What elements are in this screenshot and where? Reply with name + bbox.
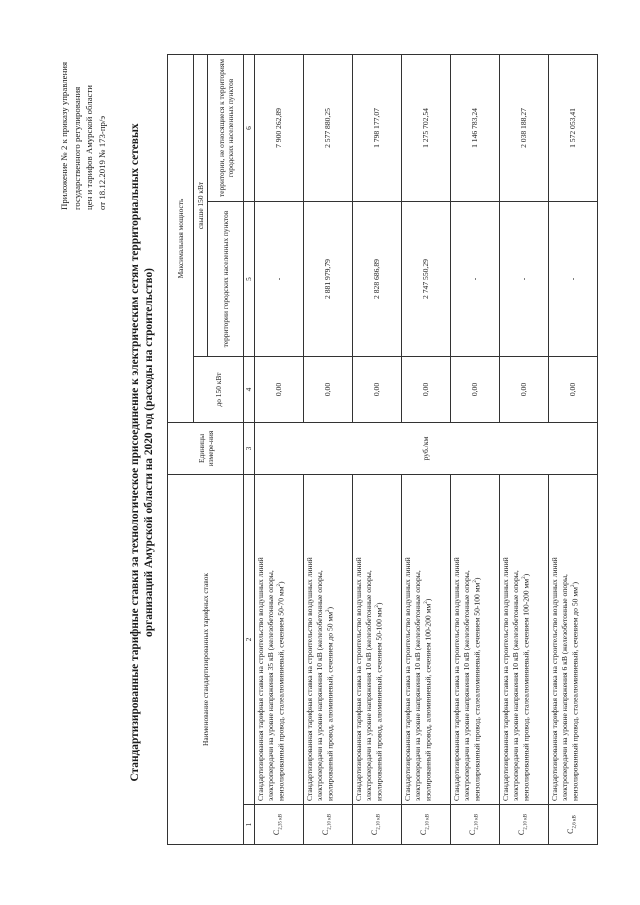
rate-code: $C_{2,10 кВ}$ xyxy=(304,805,353,845)
rate-code: $C_{2,10 кВ}$ xyxy=(353,805,402,845)
header-nonurban: территории, не относящиеся к территориям городских населенных пунктов xyxy=(208,54,244,201)
value-nonurban: 1 275 702,54 xyxy=(402,54,451,201)
rate-description: Стандартизированная тарифная ставка на строительство воздушных линий электропередачи на уровне напряжения 10 кВ (железобетонные опоры, изолированный провод, алюминиевый, сечением до 50 $мм^2$) xyxy=(304,475,353,805)
value-nonurban: 1 798 177,07 xyxy=(353,54,402,201)
header-unit: Единицы измере-ния xyxy=(168,423,244,475)
value-nonurban: 2 038 188,27 xyxy=(500,54,549,201)
value-urban: - xyxy=(451,202,500,357)
column-number: 4 xyxy=(244,357,255,423)
value-upto-150: 0,00 xyxy=(304,357,353,423)
header-max-power: Максимальная мощность xyxy=(168,54,194,422)
rate-description: Стандартизированная тарифная ставка на строительство воздушных линий электропередачи на уровне напряжения 10 кВ (железобетонные опоры, неизолированный провод, сталеалюминиевый, сечением 100-200 $мм^2$) xyxy=(500,475,549,805)
approval-line: государственного регулирования xyxy=(71,86,82,210)
rate-description: Стандартизированная тарифная ставка на строительство воздушных линий электропередачи на уровне напряжения 10 кВ (железобетонные опоры, изолированный провод, алюминиевый, сечением 100-200 $мм^2$) xyxy=(402,475,451,805)
value-urban: 2 881 979,79 xyxy=(304,202,353,357)
unit-cell: руб./км xyxy=(255,423,598,475)
rate-code: $C_{2,10 кВ}$ xyxy=(451,805,500,845)
value-upto-150: 0,00 xyxy=(255,357,304,423)
value-urban: 2 747 550,29 xyxy=(402,202,451,357)
rate-code: $C_{2,10 кВ}$ xyxy=(500,805,549,845)
value-nonurban: 7 900 262,89 xyxy=(255,54,304,201)
value-urban: - xyxy=(500,202,549,357)
rate-description: Стандартизированная тарифная ставка на строительство воздушных линий электропередачи на уровне напряжения 10 кВ (железобетонные опоры, изолированный провод, алюминиевый, сечением 50-100 $мм^2$) xyxy=(353,475,402,805)
approval-note xyxy=(58,10,108,210)
header-urban: территории городских населенных пунктов xyxy=(208,202,244,357)
value-upto-150: 0,00 xyxy=(549,357,598,423)
value-urban: - xyxy=(549,202,598,357)
value-nonurban: 1 146 783,24 xyxy=(451,54,500,201)
column-number: 1 xyxy=(244,805,255,845)
column-number: 2 xyxy=(244,475,255,805)
header-upto-150: до 150 кВт xyxy=(194,357,244,423)
value-upto-150: 0,00 xyxy=(500,357,549,423)
header-over-150: свыше 150 кВт xyxy=(194,54,208,356)
rate-description: Стандартизированная тарифная ставка на строительство воздушных линий электропередачи на уровне напряжения 6 кВ (железобетонные опоры, неизолированный провод, сталеалюминиевый, сечением до 50 $мм^2$) xyxy=(549,475,598,805)
title-line: организаций Амурской области на 2020 год (расходы на строительство) xyxy=(143,268,155,637)
rate-code: $C_{2,6 кВ}$ xyxy=(549,805,598,845)
value-nonurban: 1 572 053,41 xyxy=(549,54,598,201)
rate-description: Стандартизированная тарифная ставка на строительство воздушных линий электропередачи на уровне напряжения 10 кВ (железобетонные опоры, неизолированный провод, сталеалюминиевый, сечением 50-100 $мм^2$) xyxy=(451,475,500,805)
title-line: Стандартизированные тарифные ставки за технологическое присоединение к электрическим сетям территориальных сетевых xyxy=(129,123,141,782)
value-urban: 2 828 686,89 xyxy=(353,202,402,357)
approval-line: от 18.12.2019 № 173-пр/э xyxy=(96,115,107,210)
tariff-table xyxy=(167,54,598,845)
document-title xyxy=(128,60,156,845)
approval-line: Приложение № 2 к приказу управления xyxy=(59,61,69,210)
value-upto-150: 0,00 xyxy=(451,357,500,423)
rate-description: Стандартизированная тарифная ставка на строительство воздушных линий электропередачи на уровне напряжения 35 кВ (железобетонные опоры, неизолированный провод, сталеалюминиевый, сечением 50-70 $мм^2$) xyxy=(255,475,304,805)
column-number: 6 xyxy=(244,54,255,201)
column-number: 5 xyxy=(244,202,255,357)
rate-code: $C_{2,10 кВ}$ xyxy=(402,805,451,845)
value-nonurban: 2 577 880,25 xyxy=(304,54,353,201)
header-name: Наименование стандартизированных тарифных ставок xyxy=(168,475,244,845)
table-row xyxy=(255,54,304,844)
value-upto-150: 0,00 xyxy=(353,357,402,423)
value-upto-150: 0,00 xyxy=(402,357,451,423)
approval-line: цен и тарифов Амурской области xyxy=(84,85,94,210)
value-urban: - xyxy=(255,202,304,357)
rate-code: $C_{2,35 кВ}$ xyxy=(255,805,304,845)
column-number: 3 xyxy=(244,423,255,475)
